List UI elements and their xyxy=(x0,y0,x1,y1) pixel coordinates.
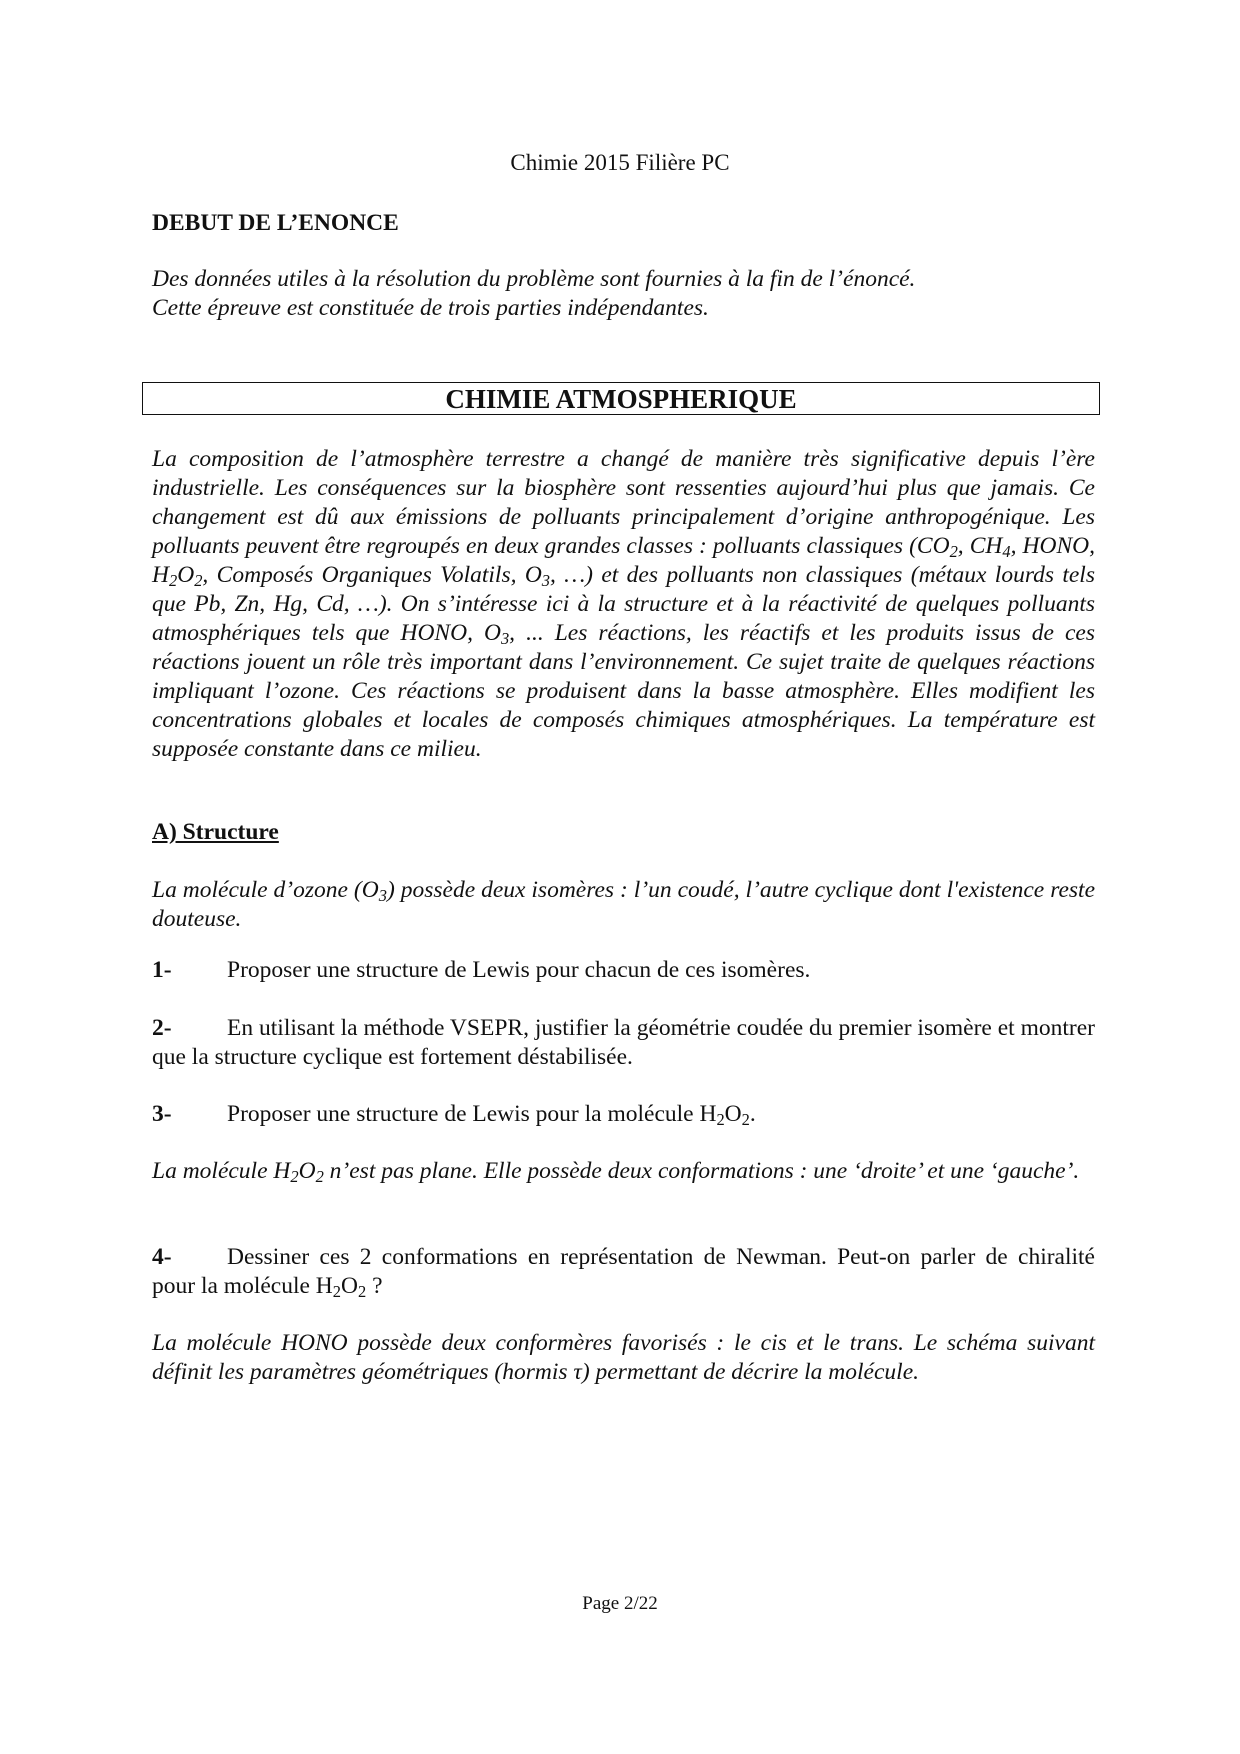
sub-2e: 2 xyxy=(741,1110,750,1130)
question-3 xyxy=(152,1100,1095,1129)
section-box-title: CHIMIE ATMOSPHERIQUE xyxy=(142,382,1100,415)
para-text-2: , CH xyxy=(957,533,1003,559)
page-number: Page 2/22 xyxy=(582,1593,658,1614)
ozone-text-b: ) possède deux isomères : l’un coudé, l’autre cyclique dont l'existence reste douteuse. xyxy=(152,877,1096,932)
sub-3: 3 xyxy=(541,571,551,591)
question-number: 2- xyxy=(152,1015,172,1041)
question-text: Dessiner ces 2 conformations en représentation de Newman. Peut-on parler de chiralité pour la molécule H xyxy=(152,1244,1095,1299)
sub-2g: 2 xyxy=(315,1167,324,1187)
question-text-c: . xyxy=(749,1101,756,1127)
question-text: En utilisant la méthode VSEPR, justifier la géométrie coudée du premier isomère et montrer que la structure cyclique est fortement déstabilisée. xyxy=(152,1015,1095,1070)
intro-block xyxy=(152,265,1092,323)
para-text-4: O xyxy=(177,562,195,588)
h2o2-text-c: n’est pas plane. Elle possède deux conformations : une ‘droite’ et une ‘gauche’. xyxy=(323,1158,1080,1184)
sub-2f: 2 xyxy=(290,1167,299,1187)
question-text: Proposer une structure de Lewis pour la molécule H xyxy=(227,1101,717,1127)
hono-note: La molécule HONO possède deux conformères favorisés : le cis et le trans. Le schéma suivant définit les paramètres géométriques (hormis τ) permettant de décrire la molécule. xyxy=(152,1330,1095,1385)
question-number: 1- xyxy=(152,957,172,983)
sub-2i: 2 xyxy=(357,1282,367,1302)
question-number: 3- xyxy=(152,1101,172,1127)
h2o2-text-a: La molécule H xyxy=(152,1158,291,1184)
section-a-heading: A) Structure xyxy=(152,819,279,845)
h2o2-note xyxy=(152,1157,1095,1186)
question-number: 4- xyxy=(152,1244,172,1270)
question-4 xyxy=(152,1243,1095,1301)
document-header: Chimie 2015 Filière PC xyxy=(510,150,730,175)
question-text: Proposer une structure de Lewis pour chacun de ces isomères. xyxy=(227,957,811,983)
sub-2: 2 xyxy=(949,542,958,562)
para-text-3: , HONO, H xyxy=(152,533,1095,588)
para-text-1: La composition de l’atmosphère terrestre a changé de manière très significative depuis l’ère industrielle. Les conséquences sur la biosphère sont ressenties aujourd’hui plus que jamais. Ce changement est dû aux émissions de polluants principalement d’origine anthropogénique. Les polluants peuvent être regroupés en deux grandes classes : polluants classiques (CO xyxy=(152,446,1095,559)
sub-2c: 2 xyxy=(194,571,203,591)
para-text-7: , ... Les réactions, les réactifs et les produits issus de ces réactions jouent un rôle très important dans l’environnement. Ce sujet traite de quelques réactions impliquant l’ozone. Ces réactions se produisent dans la basse atmosphère. Elles modifient les concentrations globales et locales de composés chimiques atmosphériques. La température est supposée constante dans ce milieu. xyxy=(152,620,1096,762)
sub-3c: 3 xyxy=(378,886,387,906)
question-text-b: O xyxy=(724,1101,742,1127)
sub-3b: 3 xyxy=(500,629,510,649)
para-text-6: , …) et des polluants non classiques (métaux lourds tels que Pb, Zn, Hg, Cd, …). On s’intéresse ici à la structure et à la réactivité de quelques polluants atmosphériques tels que HONO, O xyxy=(152,562,1095,646)
question-1 xyxy=(152,956,1095,985)
context-paragraph xyxy=(152,445,1095,764)
intro-line-2: Cette épreuve est constituée de trois parties indépendantes. xyxy=(152,295,709,321)
sub-4: 4 xyxy=(1002,542,1011,562)
question-text-b: O xyxy=(340,1273,358,1299)
sub-2d: 2 xyxy=(716,1110,725,1130)
question-2 xyxy=(152,1014,1095,1072)
debut-heading: DEBUT DE L’ENONCE xyxy=(152,210,399,236)
ozone-intro xyxy=(152,876,1095,934)
h2o2-text-b: O xyxy=(298,1158,316,1184)
question-text-c: ? xyxy=(366,1273,383,1299)
ozone-text-a: La molécule d’ozone (O xyxy=(152,877,379,903)
sub-2h: 2 xyxy=(332,1282,341,1302)
sub-2b: 2 xyxy=(168,571,178,591)
para-text-5: , Composés Organiques Volatils, O xyxy=(202,562,542,588)
intro-line-1: Des données utiles à la résolution du problème sont fournies à la fin de l’énoncé. xyxy=(152,266,916,292)
